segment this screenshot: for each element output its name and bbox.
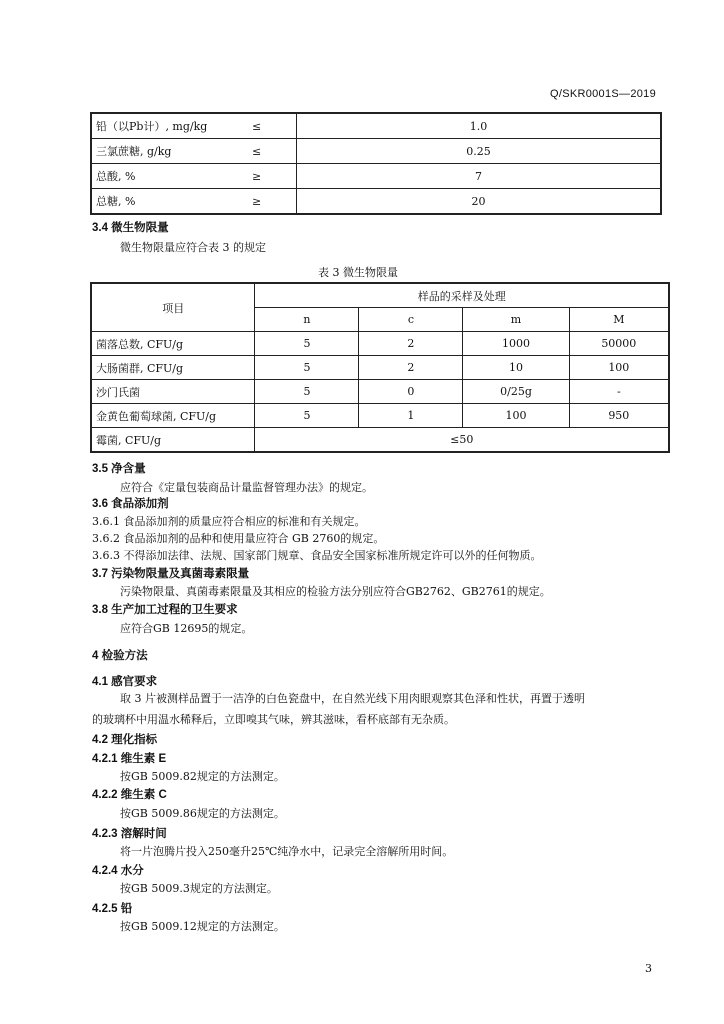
section-3-6-heading: 3.6 食品添加剂: [92, 498, 169, 510]
table3-item: 沙门氏菌: [91, 380, 255, 404]
section-4-2-4-heading: 4.2.4 水分: [92, 865, 144, 877]
table-row: [91, 189, 661, 215]
section-4-2-3-heading: 4.2.3 溶解时间: [92, 828, 167, 840]
section-4-2-5-heading: 4.2.5 铅: [92, 903, 133, 915]
section-3-7-body: 污染物限量、真菌毒素限量及其相应的检验方法分别应符合GB2762、GB2761的规定。: [120, 585, 551, 598]
table3-m: 10: [463, 356, 569, 380]
requirements-table-continued: [90, 112, 662, 215]
table1-value: 20: [297, 189, 662, 215]
table3-c: 2: [359, 356, 463, 380]
section-4-2-4-body: 按GB 5009.3规定的方法测定。: [120, 882, 278, 895]
section-4-heading: 4 检验方法: [92, 650, 148, 662]
table3-item: 金黄色葡萄球菌, CFU/g: [91, 404, 255, 428]
table3-item: 菌落总数, CFU/g: [91, 332, 255, 356]
table-row: [91, 139, 661, 164]
section-4-1-body-line2: 的玻璃杯中用温水稀释后，立即嗅其气味，辨其滋味，看杯底部有无杂质。: [92, 713, 455, 726]
section-4-2-2-body: 按GB 5009.86规定的方法测定。: [120, 807, 285, 820]
section-4-2-heading: 4.2 理化指标: [92, 734, 158, 746]
table-3-caption: 表 3 微生物限量: [318, 266, 398, 279]
section-3-4-heading: 3.4 微生物限量: [92, 222, 169, 234]
section-3-4-body: 微生物限量应符合表 3 的规定: [120, 241, 266, 254]
page-number: 3: [645, 962, 652, 975]
table3-mold-value: ≤50: [255, 428, 669, 453]
table3-n: 5: [255, 356, 359, 380]
table3-c: 0: [359, 380, 463, 404]
table-row: [91, 404, 669, 428]
section-3-8-body: 应符合GB 12695的规定。: [120, 622, 253, 635]
section-3-8-heading: 3.8 生产加工过程的卫生要求: [92, 604, 238, 616]
table1-value: 7: [297, 164, 662, 189]
section-3-6-3: 3.6.3 不得添加法律、法规、国家部门规章、食品安全国家标准所规定许可以外的任何物质。: [92, 549, 542, 562]
table3-subheader-c: c: [359, 308, 463, 332]
table1-operator: ≤: [248, 139, 297, 164]
table3-M: -: [569, 380, 669, 404]
table1-item: 三氯蔗糖, g/kg: [91, 139, 248, 164]
table1-operator: ≤: [248, 113, 297, 139]
section-4-1-body-line1: 取 3 片被测样品置于一洁净的白色瓷盘中，在自然光线下用肉眼观察其色泽和性状，再置于透明: [120, 692, 585, 705]
section-3-5-heading: 3.5 净含量: [92, 463, 146, 475]
table3-n: 5: [255, 332, 359, 356]
table3-mold-label: 霉菌, CFU/g: [91, 428, 255, 453]
section-3-6-2: 3.6.2 食品添加剂的品种和使用量应符合 GB 2760的规定。: [92, 532, 385, 545]
table3-m: 100: [463, 404, 569, 428]
table1-value: 0.25: [297, 139, 662, 164]
section-4-2-5-body: 按GB 5009.12规定的方法测定。: [120, 920, 285, 933]
section-4-2-1-heading: 4.2.1 维生素 E: [92, 753, 167, 765]
table3-M: 950: [569, 404, 669, 428]
table-row: [91, 164, 661, 189]
section-3-6-1: 3.6.1 食品添加剂的质量应符合相应的标准和有关规定。: [92, 515, 366, 528]
table3-m: 0/25g: [463, 380, 569, 404]
table1-item: 铅（以Pb计）, mg/kg: [91, 113, 248, 139]
standard-code: Q/SKR0001S—2019: [549, 88, 656, 100]
table3-m: 1000: [463, 332, 569, 356]
table3-subheader-M: M: [569, 308, 669, 332]
section-4-2-2-heading: 4.2.2 维生素 C: [92, 789, 167, 801]
table3-M: 50000: [569, 332, 669, 356]
table-row: [91, 356, 669, 380]
table1-item: 总酸, %: [91, 164, 248, 189]
table3-M: 100: [569, 356, 669, 380]
section-4-1-heading: 4.1 感官要求: [92, 676, 158, 688]
table1-value: 1.0: [297, 113, 662, 139]
table3-header-group: 样品的采样及处理: [255, 283, 669, 308]
section-4-2-3-body: 将一片泡腾片投入250毫升25℃纯净水中，记录完全溶解所用时间。: [120, 845, 454, 858]
table-row: [91, 380, 669, 404]
table-row: [91, 113, 661, 139]
table3-header-item: 项目: [91, 283, 255, 332]
microbial-limits-table: [90, 282, 670, 453]
table3-subheader-m: m: [463, 308, 569, 332]
section-4-2-1-body: 按GB 5009.82规定的方法测定。: [120, 770, 285, 783]
table3-c: 1: [359, 404, 463, 428]
table3-n: 5: [255, 380, 359, 404]
table1-operator: ≥: [248, 164, 297, 189]
table-row: [91, 428, 669, 453]
table-row: [91, 332, 669, 356]
table3-n: 5: [255, 404, 359, 428]
table1-operator: ≥: [248, 189, 297, 215]
table1-item: 总糖, %: [91, 189, 248, 215]
section-3-7-heading: 3.7 污染物限量及真菌毒素限量: [92, 568, 250, 580]
table3-item: 大肠菌群, CFU/g: [91, 356, 255, 380]
table3-subheader-n: n: [255, 308, 359, 332]
section-3-5-body: 应符合《定量包装商品计量监督管理办法》的规定。: [120, 481, 373, 494]
table3-c: 2: [359, 332, 463, 356]
